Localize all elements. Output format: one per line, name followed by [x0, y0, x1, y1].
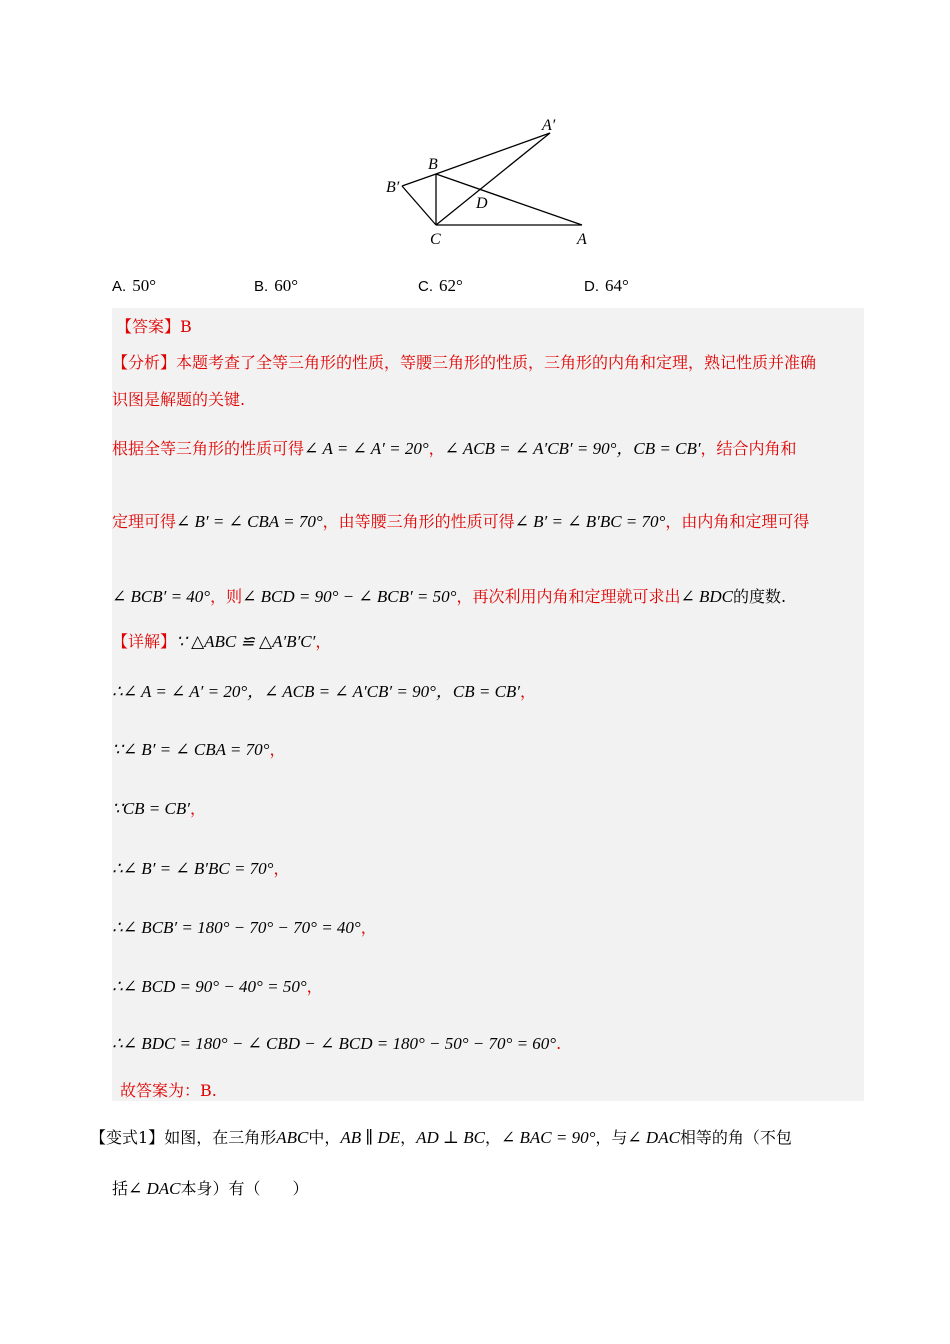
- option-letter: B.: [254, 278, 269, 295]
- option-letter: A.: [112, 278, 127, 295]
- math-expr: ∠ BCB′ = 40°: [112, 587, 211, 606]
- label-a-prime: A′: [542, 117, 556, 134]
- variant-label: 【变式1】: [90, 1128, 165, 1147]
- segment-b-a: [436, 174, 582, 225]
- math-expr: ∵ △ABC ≌ △A′B′C′: [176, 632, 316, 651]
- detail-line-5: ∴∠ B′ = ∠ B′BC = 70°，: [112, 859, 290, 878]
- detail-line-8: ∴∠ BDC = 180° − ∠ CBD − ∠ BCD = 180° − 50° − 70° = 60°.: [112, 1034, 562, 1053]
- detail-line-2: ∴∠ A = ∠ A′ = 20°，∠ ACB = ∠ A′CB′ = 90°，CB = CB′，: [112, 682, 537, 701]
- math-expr: ∴∠ B′ = ∠ B′BC = 70°: [112, 859, 274, 878]
- choice-options: [0, 276, 950, 300]
- math-expr: ∠ BCD = 90° − ∠ BCB′ = 50°: [242, 587, 457, 606]
- math-expr: ∴∠ BDC = 180° − ∠ CBD − ∠ BCD = 180° − 50° − 70° = 60°: [112, 1034, 557, 1053]
- segment-a-prime-c: [436, 133, 550, 225]
- label-b-prime: B′: [386, 179, 400, 196]
- analysis-line-5: ∠ BCB′ = 40°，则∠ BCD = 90° − ∠ BCB′ = 50°，再次利用内角和定理就可求出∠ BDC的度数.: [112, 587, 787, 606]
- answer-line: 【答案】B: [116, 317, 192, 336]
- detail-line-6: ∴∠ BCB′ = 180° − 70° − 70° = 40°，: [112, 918, 377, 937]
- math-expr: ∠ B′ = ∠ CBA = 70°: [176, 512, 323, 531]
- analysis-line-4: 定理可得∠ B′ = ∠ CBA = 70°，由等腰三角形的性质可得∠ B′ = ∠ B′BC = 70°，由内角和定理可得: [112, 512, 810, 531]
- math-expr: ∵CB = CB′: [112, 799, 190, 818]
- segment-a-prime-b: [436, 133, 550, 174]
- option-b[interactable]: [254, 276, 298, 296]
- detail-line-1: 【详解】∵ △ABC ≌ △A′B′C′，: [112, 632, 332, 651]
- segment-b-prime-b: [402, 174, 436, 186]
- math-expr: ∠ ACB = ∠ A′CB′ = 90°，CB = CB′: [444, 439, 701, 458]
- segment-b-prime-c: [402, 186, 436, 225]
- label-a: A: [577, 231, 587, 248]
- math-expr: ∠ A = ∠ A′ = 20°: [304, 439, 429, 458]
- math-expr: ∴∠ BCB′ = 180° − 70° − 70° = 40°: [112, 918, 361, 937]
- label-b: B: [428, 156, 438, 173]
- geometry-figure: [380, 108, 600, 253]
- variant-question-line-1: 【变式1】如图，在三角形ABC中，AB ∥ DE，AD ⊥ BC，∠ BAC = 90°，与∠ DAC相等的角（不包: [90, 1128, 792, 1147]
- variant-question-line-2: 括∠ DAC本身）有（ ）: [112, 1179, 309, 1198]
- option-letter: D.: [584, 278, 599, 295]
- detail-line-7: ∴∠ BCD = 90° − 40° = 50°，: [112, 977, 323, 996]
- analysis-line-3: 根据全等三角形的性质可得∠ A = ∠ A′ = 20°，∠ ACB = ∠ A′CB′ = 90°，CB = CB′，结合内角和: [112, 439, 797, 458]
- triangle-diagram: [380, 108, 600, 253]
- label-c: C: [430, 231, 441, 248]
- detail-line-4: ∵CB = CB′，: [112, 799, 206, 818]
- conclusion-line: 故答案为：B.: [120, 1081, 217, 1100]
- option-a[interactable]: [112, 276, 156, 296]
- option-value: 64°: [605, 276, 629, 295]
- math-expr: ∠ B′ = ∠ B′BC = 70°: [514, 512, 666, 531]
- option-c[interactable]: [418, 276, 463, 296]
- option-d[interactable]: [584, 276, 629, 296]
- math-expr: ∴∠ BCD = 90° − 40° = 50°: [112, 977, 307, 996]
- option-letter: C.: [418, 278, 433, 295]
- option-value: 60°: [274, 276, 298, 295]
- math-expr: ∵∠ B′ = ∠ CBA = 70°: [112, 740, 270, 759]
- label-d: D: [476, 195, 488, 212]
- detail-line-3: ∵∠ B′ = ∠ CBA = 70°，: [112, 740, 286, 759]
- option-value: 50°: [132, 276, 156, 295]
- option-value: 62°: [439, 276, 463, 295]
- detail-label: 【详解】: [112, 632, 177, 651]
- analysis-line-2: 识图是解题的关键.: [112, 390, 246, 409]
- math-expr: ∠ BDC: [680, 587, 733, 606]
- analysis-line-1: 【分析】本题考查了全等三角形的性质，等腰三角形的性质，三角形的内角和定理，熟记性质并准确: [112, 353, 817, 372]
- math-expr: ∴∠ A = ∠ A′ = 20°，∠ ACB = ∠ A′CB′ = 90°，CB = CB′: [112, 682, 521, 701]
